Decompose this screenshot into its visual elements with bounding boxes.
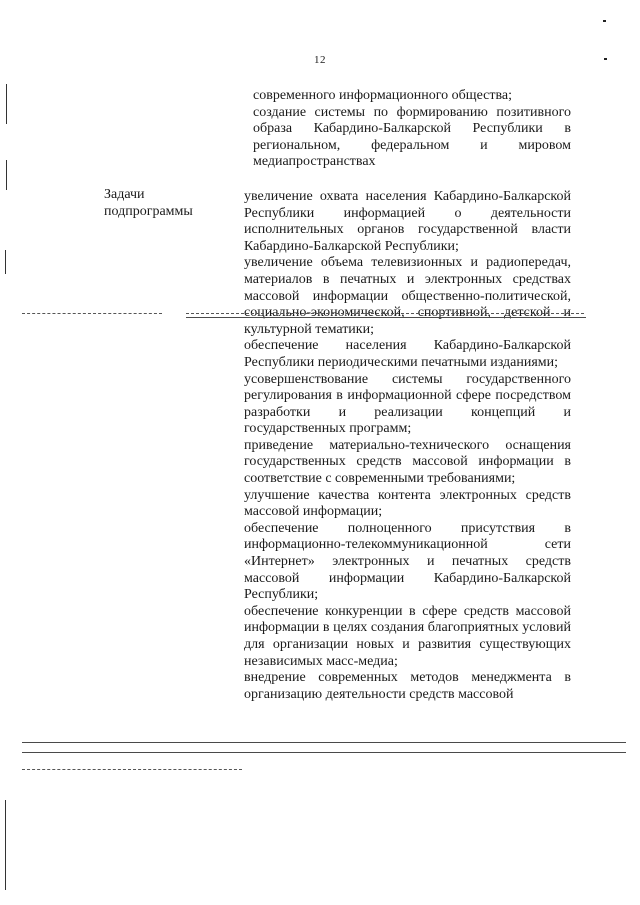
task-item: усовершенствование системы государственного регулирования в информационной сфере посредством разработки и реализации концепций и государственных программ; xyxy=(244,371,571,437)
margin-mark xyxy=(6,84,7,124)
section-label xyxy=(104,186,224,220)
scan-line xyxy=(22,313,162,314)
scan-dot xyxy=(604,58,607,60)
section-label-line-1: Задачи xyxy=(104,187,145,202)
task-item: увеличение охвата населения Кабардино-Балкарской Республики информацией о деятельности исполнительных органов государственной власти Кабардино-Балкарской Республики; xyxy=(244,188,571,254)
page-number: 12 xyxy=(314,54,326,66)
scan-line xyxy=(186,317,586,318)
margin-mark xyxy=(5,800,6,890)
task-item: обеспечение населения Кабардино-Балкарской Республики периодическими печатными изданиями; xyxy=(244,338,571,370)
scan-line xyxy=(22,752,626,753)
content-column xyxy=(244,88,571,703)
task-item: внедрение современных методов менеджмента в организацию деятельности средств массовой xyxy=(244,670,571,702)
scan-line xyxy=(22,769,242,770)
scan-line xyxy=(186,313,584,314)
paragraph: современного информационного общества; xyxy=(253,88,512,103)
paragraph: создание системы по формированию позитивного образа Кабардино-Балкарской Республики в региональном, федеральном и мировом медиапространствах xyxy=(253,104,571,170)
task-item: улучшение качества контента электронных средств массовой информации; xyxy=(244,487,571,520)
section-label-line-2: подпрограммы xyxy=(104,204,193,219)
task-item: увеличение объема телевизионных и радиопередач, материалов в печатных и электронных средствах массовой информации общественно-политической, социально-экономической, спортивной, детской и культурной тематики; xyxy=(244,255,571,337)
task-item: приведение материально-технического оснащения государственных средств массовой информации в соответствие с современными требованиями; xyxy=(244,437,571,487)
task-item: обеспечение конкуренции в сфере средств массовой информации в целях создания благоприятных условий для организации новых и развития существующих независимых масс-медиа; xyxy=(244,603,571,669)
scan-line xyxy=(22,742,626,743)
margin-mark xyxy=(6,160,7,190)
task-item: обеспечение полноценного присутствия в информационно-телекоммуникационной сети «Интернет» электронных и печатных средств массовой информации Кабардино-Балкарской Республики; xyxy=(244,520,571,603)
margin-mark xyxy=(5,250,6,274)
scan-dot xyxy=(603,20,606,22)
